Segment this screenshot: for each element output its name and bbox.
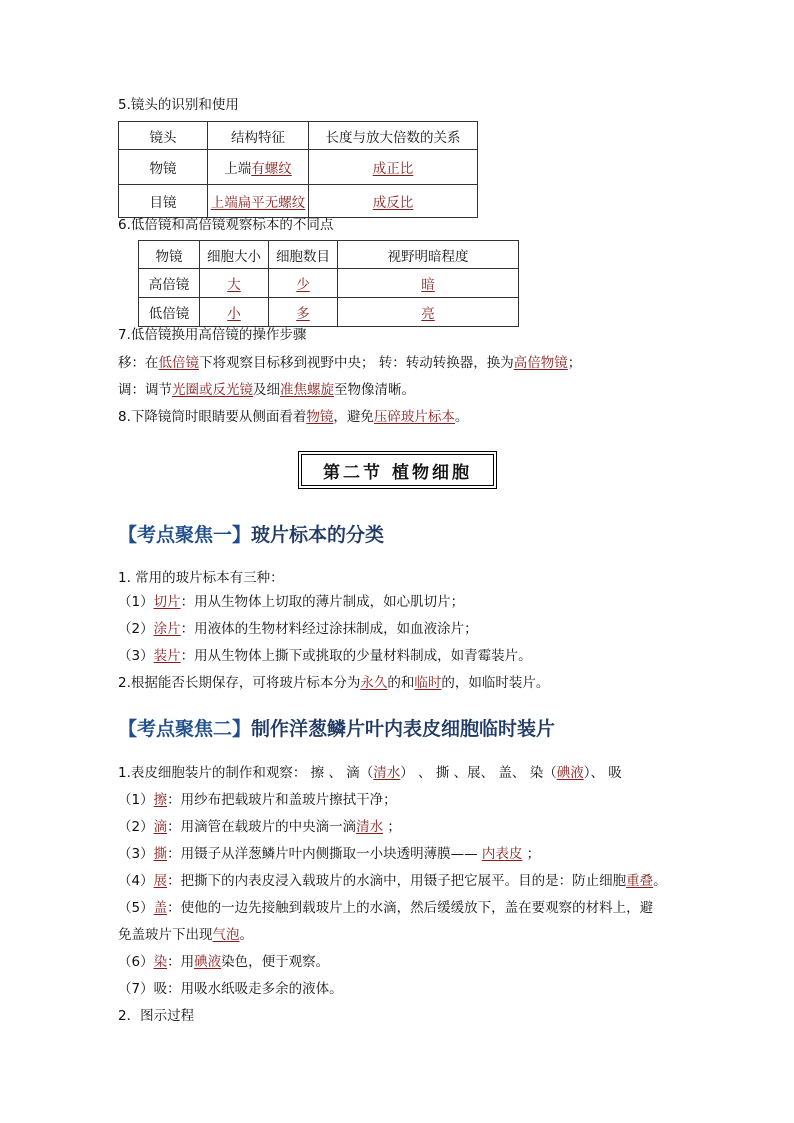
cell-high-power: 高倍镜 (139, 269, 200, 298)
f2-line-5a: （5）盖：使他的一边先接触到载玻片上的水滴，然后缓缓放下，盖在要观察的材料上，避 (118, 900, 654, 916)
cell-low-power: 低倍镜 (139, 298, 200, 327)
f2-line-1: （1）擦：用纱布把载玻片和盖玻片擦拭干净； (118, 792, 397, 808)
cell-low-count: 多 (269, 298, 338, 327)
f2-line-3: （3）撕：用镊子从洋葱鳞片叶内侧撕取一小块透明薄膜—— 内表皮 ； (118, 846, 541, 862)
cell-objective-structure: 上端有螺纹 (208, 150, 309, 185)
f1-line-1: （1）切片：用从生物体上切取的薄片制成，如心肌切片； (118, 594, 465, 610)
cell-eyepiece: 目镜 (119, 185, 208, 218)
f1-line-2: （2）涂片：用液体的生物材料经过涂抹制成，如血液涂片； (118, 621, 478, 637)
s8-line: 8.下降镜筒时眼睛要从侧面看着物镜，避免压碎玻片标本。 (118, 409, 469, 425)
f1-line-0: 1. 常用的玻片标本有三种： (118, 570, 284, 586)
s5-title: 5.镜头的识别和使用 (118, 97, 239, 113)
th-structure: 结构特征 (208, 122, 309, 150)
focus-1-heading: 【考点聚焦一】玻片标本的分类 (118, 524, 385, 546)
cell-eyepiece-structure: 上端扁平无螺纹 (208, 185, 309, 218)
th-lens: 镜头 (119, 122, 208, 150)
f2-line-0: 1.表皮细胞装片的制作和观察： 擦 、 滴（清水） 、 撕 、展、 盖、 染（碘液）、 吸 (118, 765, 622, 781)
section-heading: 第二节 植物细胞 (301, 454, 494, 486)
cell-high-brightness: 暗 (338, 269, 519, 298)
f2-line-8: 2．图示过程 (118, 1008, 195, 1024)
f2-line-2: （2）滴：用滴管在载玻片的中央滴一滴清水 ； (118, 819, 401, 835)
s7-title: 7.低倍镜换用高倍镜的操作步骤 (118, 327, 307, 343)
th-objective: 物镜 (139, 241, 200, 269)
f2-line-7: （7）吸：用吸水纸吸走多余的液体。 (118, 981, 343, 997)
focus-1-content (118, 566, 678, 695)
cell-low-size: 小 (200, 298, 269, 327)
cell-eyepiece-relation: 成反比 (309, 185, 478, 218)
f2-line-4: （4）展：把撕下的内表皮浸入载玻片的水滴中，用镊子把它展平。目的是：防止细胞重叠。 (118, 873, 667, 889)
f2-line-6: （6）染：用碘液染色，便于观察。 (118, 954, 330, 970)
th-cell-size: 细胞大小 (200, 241, 269, 269)
th-relation: 长度与放大倍数的关系 (309, 122, 478, 150)
cell-objective-relation: 成正比 (309, 150, 478, 185)
s7-line-2: 调：调节光圈或反光镜及细准焦螺旋至物像清晰。 (118, 382, 415, 398)
th-cell-count: 细胞数目 (269, 241, 338, 269)
cell-high-size: 大 (200, 269, 269, 298)
cell-objective: 物镜 (119, 150, 208, 185)
f1-line-4: 2.根据能否长期保存，可将玻片标本分为永久的和临时的，如临时装片。 (118, 675, 550, 691)
focus-2-heading: 【考点聚焦二】制作洋葱鳞片叶内表皮细胞临时装片 (118, 718, 556, 740)
f2-line-5b: 免盖玻片下出现气泡。 (118, 927, 253, 943)
focus-2-content (118, 760, 678, 1030)
s6-title: 6.低倍镜和高倍镜观察标本的不同点 (118, 217, 334, 233)
lens-table (118, 121, 478, 218)
magnification-table (138, 240, 519, 327)
cell-low-brightness: 亮 (338, 298, 519, 327)
th-brightness: 视野明暗程度 (338, 241, 519, 269)
f1-line-3: （3）装片：用从生物体上撕下或挑取的少量材料制成，如青霉装片。 (118, 648, 532, 664)
cell-high-count: 少 (269, 269, 338, 298)
s7-line-1: 移：在低倍镜下将观察目标移到视野中央； 转：转动转换器，换为高倍物镜； (118, 355, 582, 371)
